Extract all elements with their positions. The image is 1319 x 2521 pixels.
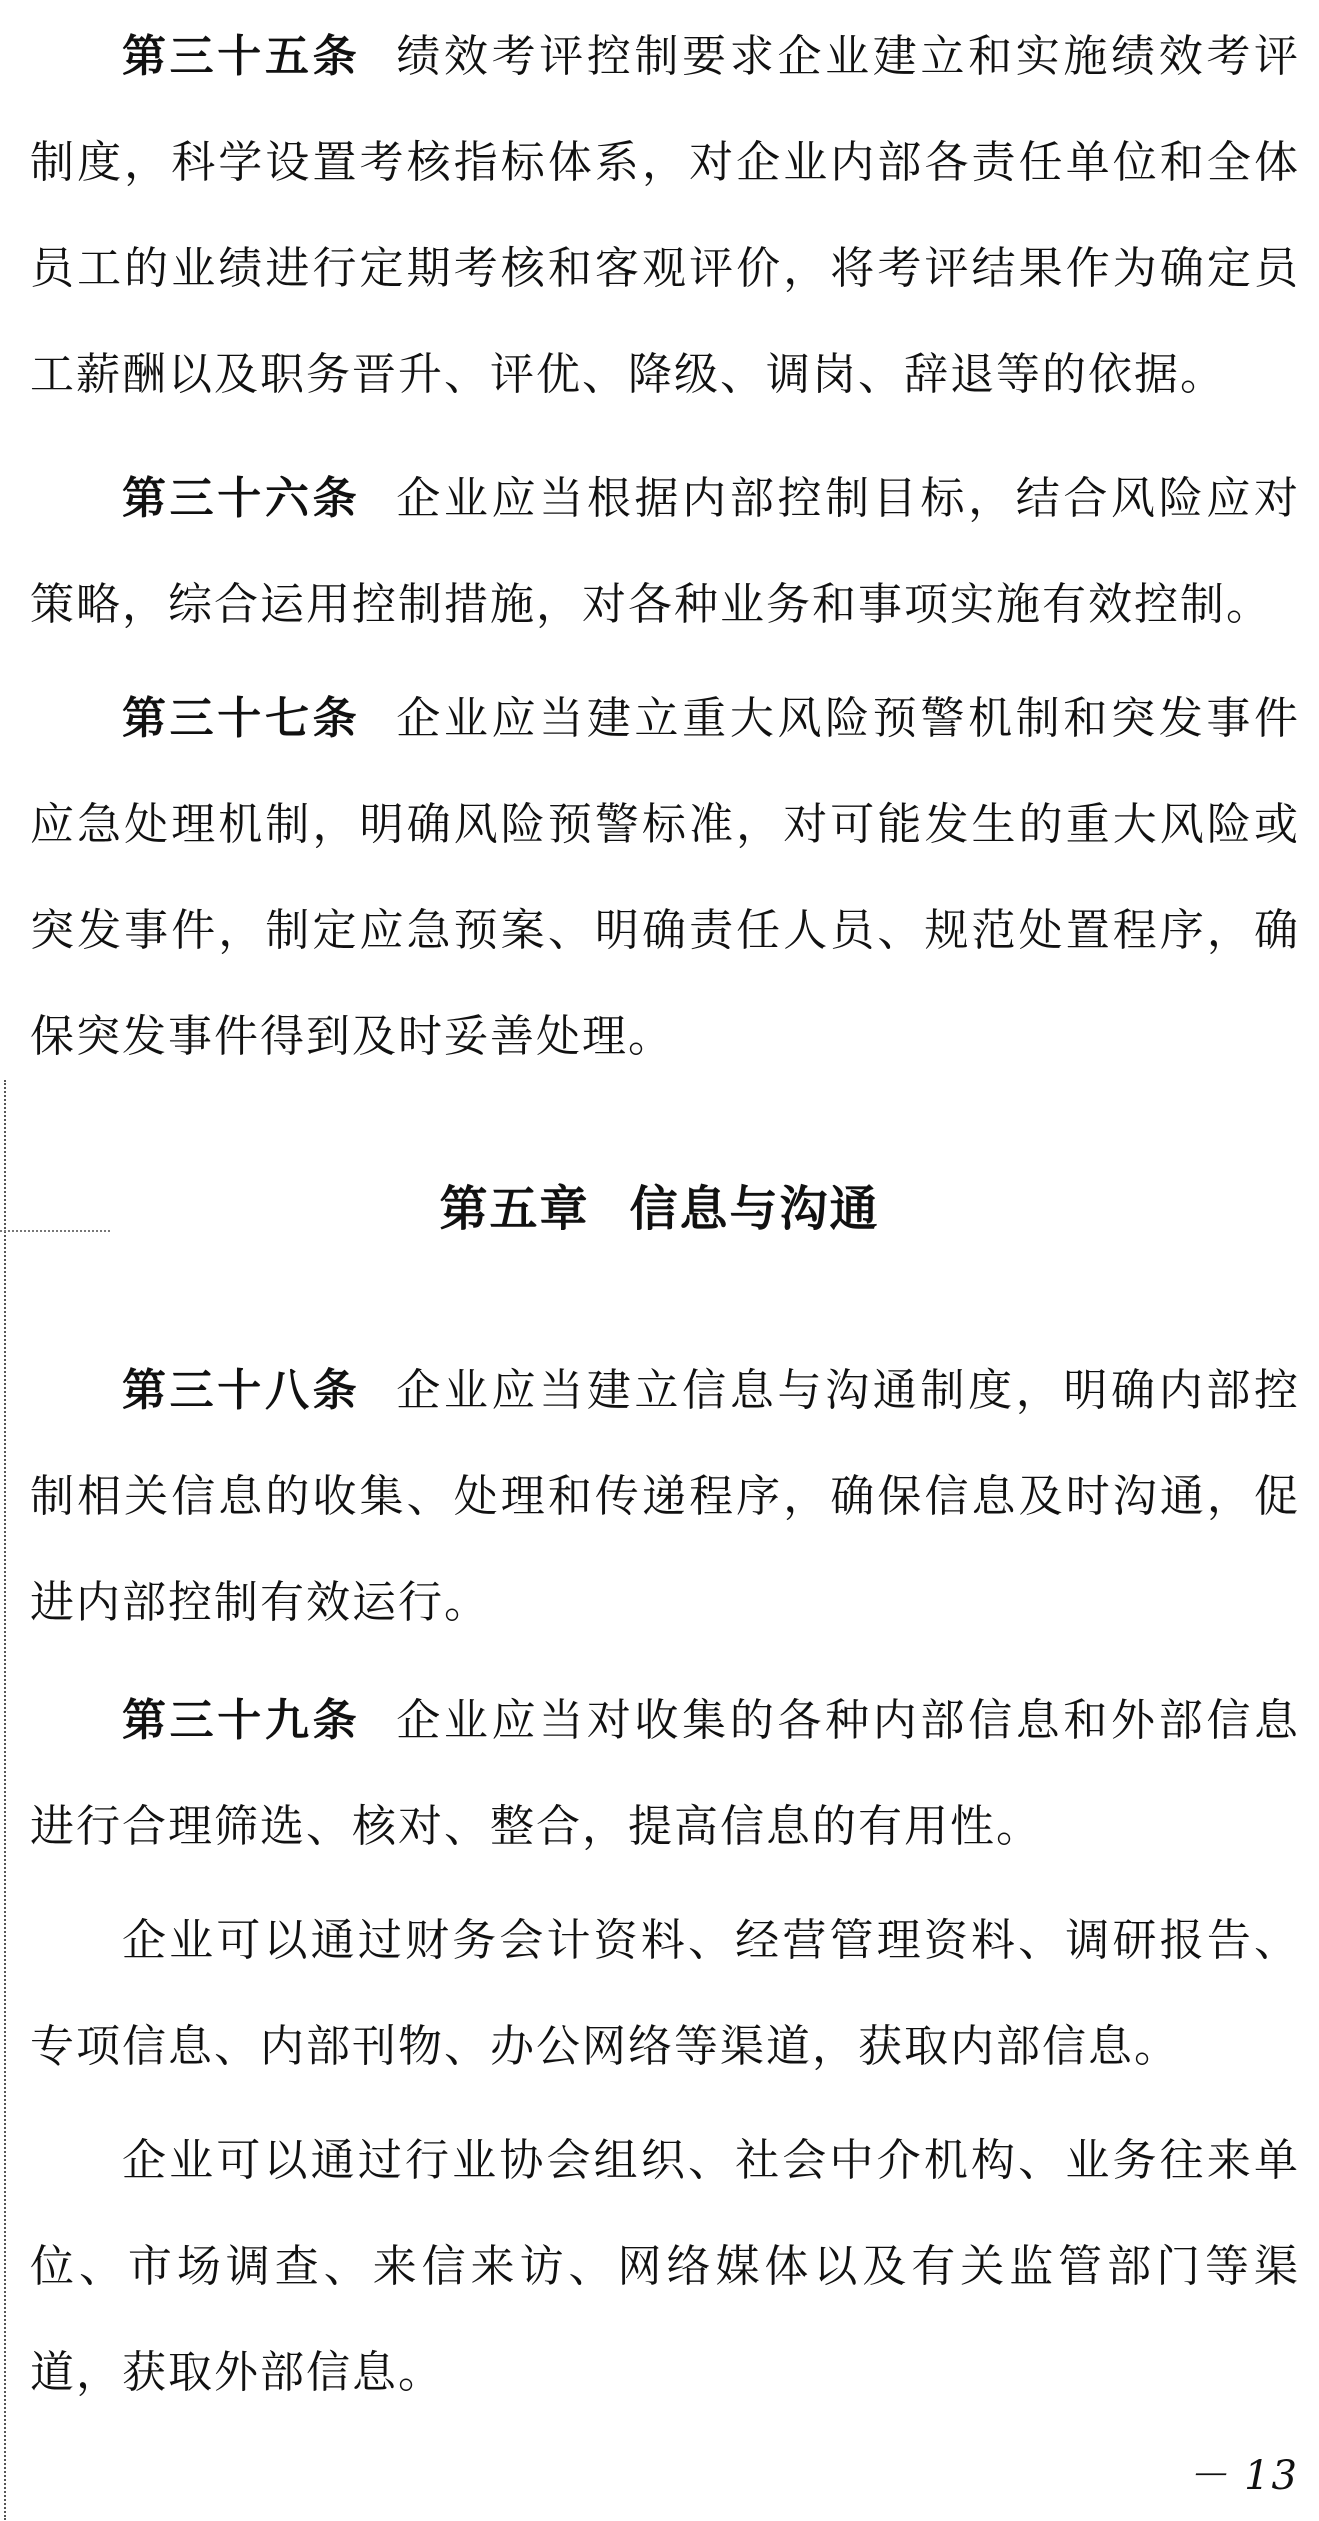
article-36 <box>30 446 1300 658</box>
article-37 <box>30 666 1300 1090</box>
article-35-text: 绩效考评控制要求企业建立和实施绩效考评制度，科学设置考核指标体系，对企业内部各责任单位和全体员工的业绩进行定期考核和客观评价，将考评结果作为确定员工薪酬以及职务晋升、评优、降级、调岗、辞退等的依据。 <box>30 31 1301 400</box>
article-39 <box>30 1668 1300 1880</box>
article-35-head: 第三十五条 <box>122 31 361 82</box>
chapter-heading <box>0 1170 1319 1239</box>
paragraph-external-info-text: 企业可以通过行业协会组织、社会中介机构、业务往来单位、市场调查、来信来访、网络媒体以及有关监管部门等渠道，获取外部信息。 <box>30 2135 1300 2398</box>
article-38 <box>30 1338 1300 1656</box>
article-37-head: 第三十七条 <box>122 693 361 744</box>
page-number: － 13 <box>1187 2453 1299 2499</box>
article-38-head: 第三十八条 <box>122 1365 361 1416</box>
article-39-head: 第三十九条 <box>122 1695 361 1746</box>
article-39-text: 企业应当对收集的各种内部信息和外部信息进行合理筛选、核对、整合，提高信息的有用性。 <box>30 1695 1301 1852</box>
paragraph-external-info <box>30 2108 1300 2426</box>
paragraph-internal-info-text: 企业可以通过财务会计资料、经营管理资料、调研报告、专项信息、内部刊物、办公网络等渠道，获取内部信息。 <box>30 1915 1300 2072</box>
article-35 <box>30 4 1300 428</box>
paragraph-internal-info <box>30 1888 1300 2100</box>
chapter-title: 信息与沟通 <box>629 1181 880 1237</box>
article-37-text: 企业应当建立重大风险预警机制和突发事件应急处理机制，明确风险预警标准，对可能发生的重大风险或突发事件，制定应急预案、明确责任人员、规范处置程序，确保突发事件得到及时妥善处理。 <box>30 693 1301 1062</box>
binding-margin-line <box>4 1080 6 2520</box>
article-38-text: 企业应当建立信息与沟通制度，明确内部控制相关信息的收集、处理和传递程序，确保信息及时沟通，促进内部控制有效运行。 <box>30 1365 1301 1628</box>
article-36-text: 企业应当根据内部控制目标，结合风险应对策略，综合运用控制措施，对各种业务和事项实施有效控制。 <box>30 473 1301 630</box>
chapter-number: 第五章 <box>439 1181 590 1237</box>
article-36-head: 第三十六条 <box>122 473 361 524</box>
